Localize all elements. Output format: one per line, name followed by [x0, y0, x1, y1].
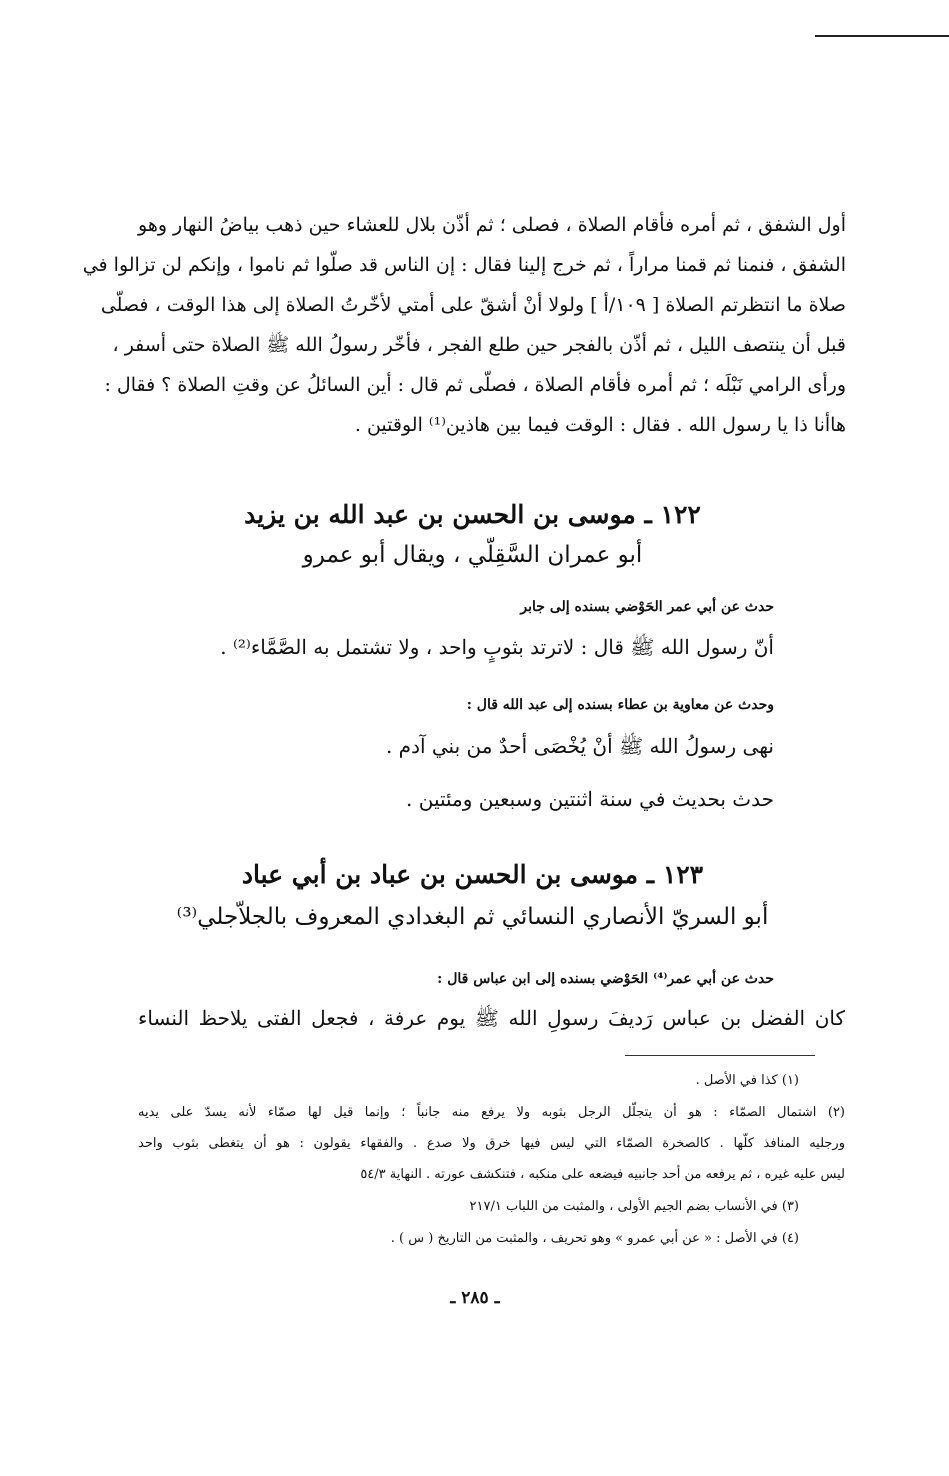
top-rule — [815, 35, 949, 37]
entry-122-hadith-1: أنّ رسول الله ﷺ قال : لاترتد بثوبٍ واحد ، ولا تشتمل به الصَّمَّاء⁽²⁾ . — [220, 635, 774, 659]
body-paragraph — [82, 205, 846, 445]
body-line: أول الشفق ، ثم أمره فأقام الصلاة ، فصلى ؛ ثم أذّن بلال للعشاء حين ذهب بياضُ النهار وهو — [138, 214, 846, 236]
entry-122-date-note: حدث بحديث في سنة اثنتين وسبعين ومئتين . — [406, 787, 774, 811]
footnote-2-line-2: ورجليه المنافذ كلّها . كالصخرة الصمّاء التي ليس فيها خرق ولا صدع . والفقهاء يقولون : هو أن يتغطى بثوب واحد — [138, 1136, 845, 1151]
footnote-3: (٣) في الأنساب بضم الجيم الأولى ، والمثبت من اللباب ٢١٧/١ — [469, 1199, 799, 1214]
footnote-1: (١) كذا في الأصل . — [695, 1073, 799, 1088]
body-line: صلاة ما انتظرتم الصلاة [ ١٠٩/أ ] ولولا أنْ أشقّ على أمتي لأخّرتُ الصلاة إلى هذا الوقت ، فصلّى — [100, 294, 846, 316]
entry-122-isnad-1: حدث عن أبي عمر الحَوْضي بسنده إلى جابر — [520, 599, 774, 615]
entry-122-heading: ١٢٢ ـ موسى بن الحسن بن عبد الله بن يزيد — [244, 500, 701, 529]
body-line: قبل أن ينتصف الليل ، ثم أذّن بالفجر حين طلع الفجر ، فأخّر رسولُ الله ﷺ الصلاة حتى أسفر ، — [112, 334, 846, 356]
entry-123-hadith-1: كان الفضل بن عباس رَديفَ رسولِ الله ﷺ يوم عرفة ، فجعل الفتى يلاحظ النساء — [138, 1006, 845, 1030]
body-line: الشفق ، فنمنا ثم قمنا مراراً ، ثم خرج إلينا فقال : إن الناس قد صلّوا ثم ناموا ، وإنكم لن تزالوا في — [82, 254, 846, 276]
entry-123-kunya: أبو السريّ الأنصاري النسائي ثم البغدادي المعروف بالجلاّجلي⁽³⁾ — [176, 904, 769, 930]
footnote-2-line-3: ليس عليه غيره ، ثم يرفعه من أحد جانبيه فيضعه على منكبه ، فتنكشف عورته . النهاية ٥٤/٣ — [360, 1167, 845, 1182]
entry-122-hadith-2: نهى رسولُ الله ﷺ أنْ يُخْصَى أحدٌ من بني آدم . — [385, 734, 774, 758]
page-number: ـ ٢٨٥ ـ — [450, 1288, 500, 1308]
entry-122-isnad-2: وحدث عن معاوية بن عطاء بسنده إلى عبد الله قال : — [466, 697, 774, 713]
entry-123-heading: ١٢٣ ـ موسى بن الحسن بن عباد بن أبي عباد — [241, 860, 704, 889]
entry-122-kunya: أبو عمران السَّقِلّي ، ويقال أبو عمرو — [302, 542, 643, 568]
footnote-4: (٤) في الأصل : « عن أبي عمرو » وهو تحريف ، والمثبت من التاريخ ( س ) . — [390, 1231, 799, 1246]
body-line: هاأنا ذا يا رسول الله . فقال : الوقت فيما بين هاذين⁽¹⁾ الوقتين . — [354, 414, 846, 436]
body-line: ورأى الرامي نَبْلَه ؛ ثم أمره فأقام الصلاة ، فصلّى ثم قال : أين السائلُ عن وقتِ الصلاة ؟ فقال : — [104, 374, 846, 396]
entry-123-isnad-1: حدث عن أبي عمر⁽⁴⁾ الحَوْضي بسنده إلى ابن عباس قال : — [437, 971, 774, 987]
footnote-2-line-1: (٢) اشتمال الصمّاء : هو أن يتجلّل الرجل بثوبه ولا يرفع منه جانباً ؛ وإنما قيل لها صمّاء لأنه يسدّ على يديه — [138, 1105, 845, 1120]
footnote-rule — [625, 1055, 815, 1056]
